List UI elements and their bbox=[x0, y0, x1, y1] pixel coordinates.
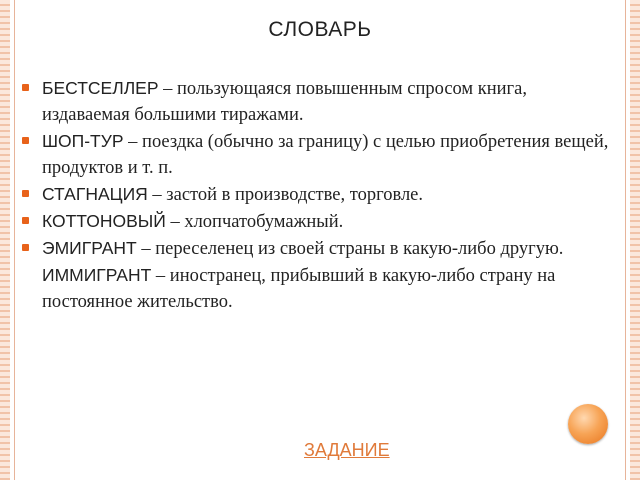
list-item bbox=[18, 75, 618, 128]
term: ЭМИГРАНТ bbox=[42, 238, 137, 258]
left-border-line bbox=[14, 0, 15, 480]
bullet-icon bbox=[22, 217, 29, 224]
bullet-icon bbox=[22, 190, 29, 197]
bullet-icon bbox=[22, 244, 29, 251]
list-item bbox=[18, 208, 618, 235]
left-border-decoration bbox=[0, 0, 10, 480]
definition: – иностранец, прибывший в какую-либо страну на постоянное жительство. bbox=[42, 266, 556, 312]
slide bbox=[18, 0, 622, 480]
list-item bbox=[18, 235, 618, 315]
list-item bbox=[18, 128, 618, 181]
definition: – пользующаяся повышенным спросом книга, издаваемая большими тиражами. bbox=[42, 79, 527, 125]
task-link[interactable]: ЗАДАНИЕ bbox=[304, 440, 390, 460]
term: СТАГНАЦИЯ bbox=[42, 184, 148, 204]
definition: – поездка (обычно за границу) с целью приобретения вещей, продуктов и т. п. bbox=[42, 132, 609, 178]
bullet-icon bbox=[22, 137, 29, 144]
definition: – застой в производстве, торговле. bbox=[147, 185, 424, 205]
term: ИММИГРАНТ bbox=[42, 265, 152, 285]
right-border-line bbox=[625, 0, 626, 480]
bullet-icon bbox=[22, 84, 29, 91]
slide-title: СЛОВАРЬ bbox=[268, 18, 372, 41]
navigation-button[interactable] bbox=[568, 404, 608, 444]
term: БЕСТСЕЛЛЕР bbox=[42, 78, 159, 98]
term: КОТТОНОВЫЙ bbox=[42, 211, 166, 231]
right-border-decoration bbox=[630, 0, 640, 480]
definition: – переселенец из своей страны в какую-либо другую. bbox=[136, 239, 564, 259]
term: ШОП-ТУР bbox=[42, 131, 124, 151]
list-item bbox=[18, 181, 618, 208]
dictionary-list bbox=[18, 75, 618, 315]
definition: – хлопчатобумажный. bbox=[165, 212, 344, 232]
